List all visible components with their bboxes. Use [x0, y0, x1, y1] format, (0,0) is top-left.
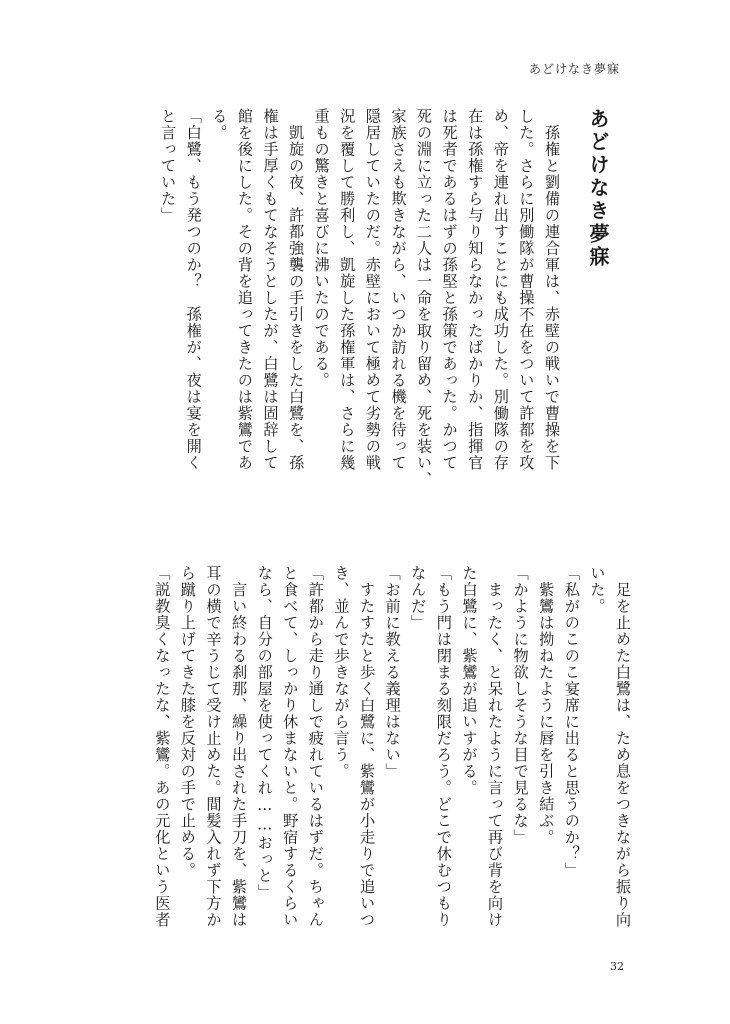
text-line: 「かように物欲しそうな目で見るな」: [511, 565, 530, 846]
text-line: 況を覆して勝利し、凱旋した孫権軍は、さらに幾: [338, 108, 357, 471]
text-line: 在は孫権すら与り知らなかったばかりか、指揮官: [466, 108, 485, 471]
text-line: と食べて、しっかり休まないと。野宿するくらい: [281, 565, 300, 928]
text-line: まったく、と呆れたように言って再び背を向け: [486, 565, 505, 928]
text-line: なんだ」: [409, 565, 428, 631]
chapter-title: あどけなき夢寐: [586, 108, 610, 269]
text-line: め、帝を連れ出すことにも成功した。別働隊の存: [491, 108, 510, 471]
text-line: 凱旋の夜、許都強襲の手引きをした白鷺を、孫: [287, 108, 306, 471]
text-line: した。さらに別働隊が曹操不在をついて許都を攻: [517, 108, 536, 471]
text-line: 権は手厚くもてなそうとしたが、白鷺は固辞して: [261, 108, 280, 471]
text-line: 隠居していたのだ。赤壁において極めて劣勢の戦: [363, 108, 382, 471]
text-line: 館を後にした。その背を追ってきたのは紫鸞であ: [235, 108, 254, 471]
text-line: すたすたと歩く白鷺に、紫鸞が小走りで追いつ: [358, 565, 377, 928]
text-line: なら、自分の部屋を使ってくれ……おっと」: [255, 565, 274, 901]
text-line: 言い終わる刹那、繰り出された手刀を、紫鸞は: [230, 565, 249, 928]
text-line: 紫鸞は拗ねたように唇を引き結ぶ。: [537, 565, 556, 846]
upper-text-block: [155, 108, 611, 508]
text-line: た白鷺に、紫鸞が追いすがる。: [460, 565, 479, 796]
text-line: と言っていた」: [159, 108, 178, 224]
text-line: 死の淵に立った二人は一命を取り留め、死を装い、: [415, 108, 434, 488]
text-line: 足を止めた白鷺は、ため息をつきながら振り向: [614, 565, 632, 928]
page-number: 32: [610, 960, 624, 973]
text-line: 「私がのこのこ宴席に出ると思うのか？」: [562, 565, 581, 879]
text-line: 「もう門は閉まる刻限だろう。どこで休むつもり: [434, 565, 453, 928]
text-line: る。: [210, 108, 229, 141]
text-line: いた。: [588, 565, 607, 615]
text-line: 重もの驚きと喜びに沸いたのである。: [312, 108, 331, 389]
text-line: 家族さえも欺きながら、いつか訪れる機を待って: [389, 108, 408, 471]
text-line: は死者であるはずの孫堅と孫策であった。かつて: [440, 108, 459, 471]
text-line: 孫権と劉備の連合軍は、赤壁の戦いで曹操を下: [543, 108, 561, 471]
text-line: 「白鷺、もう発つのか？ 孫権が、夜は宴を開く: [184, 108, 203, 471]
lower-text-block: [149, 565, 635, 945]
running-header: あどけなき夢寐: [528, 62, 620, 76]
text-line: き、並んで歩きながら言う。: [332, 565, 351, 780]
text-line: 「許都から走り通しで疲れているはずだ。ちゃん: [306, 565, 325, 928]
text-line: 「説教臭くなったな、紫鸞。あの元化という医者: [153, 565, 172, 928]
text-line: ら蹴り上げてきた膝を反対の手で止める。: [178, 565, 197, 879]
text-line: 耳の横で辛うじて受け止めた。間髪入れず下方か: [204, 565, 223, 928]
text-line: 「お前に教える義理はない」: [383, 565, 402, 780]
